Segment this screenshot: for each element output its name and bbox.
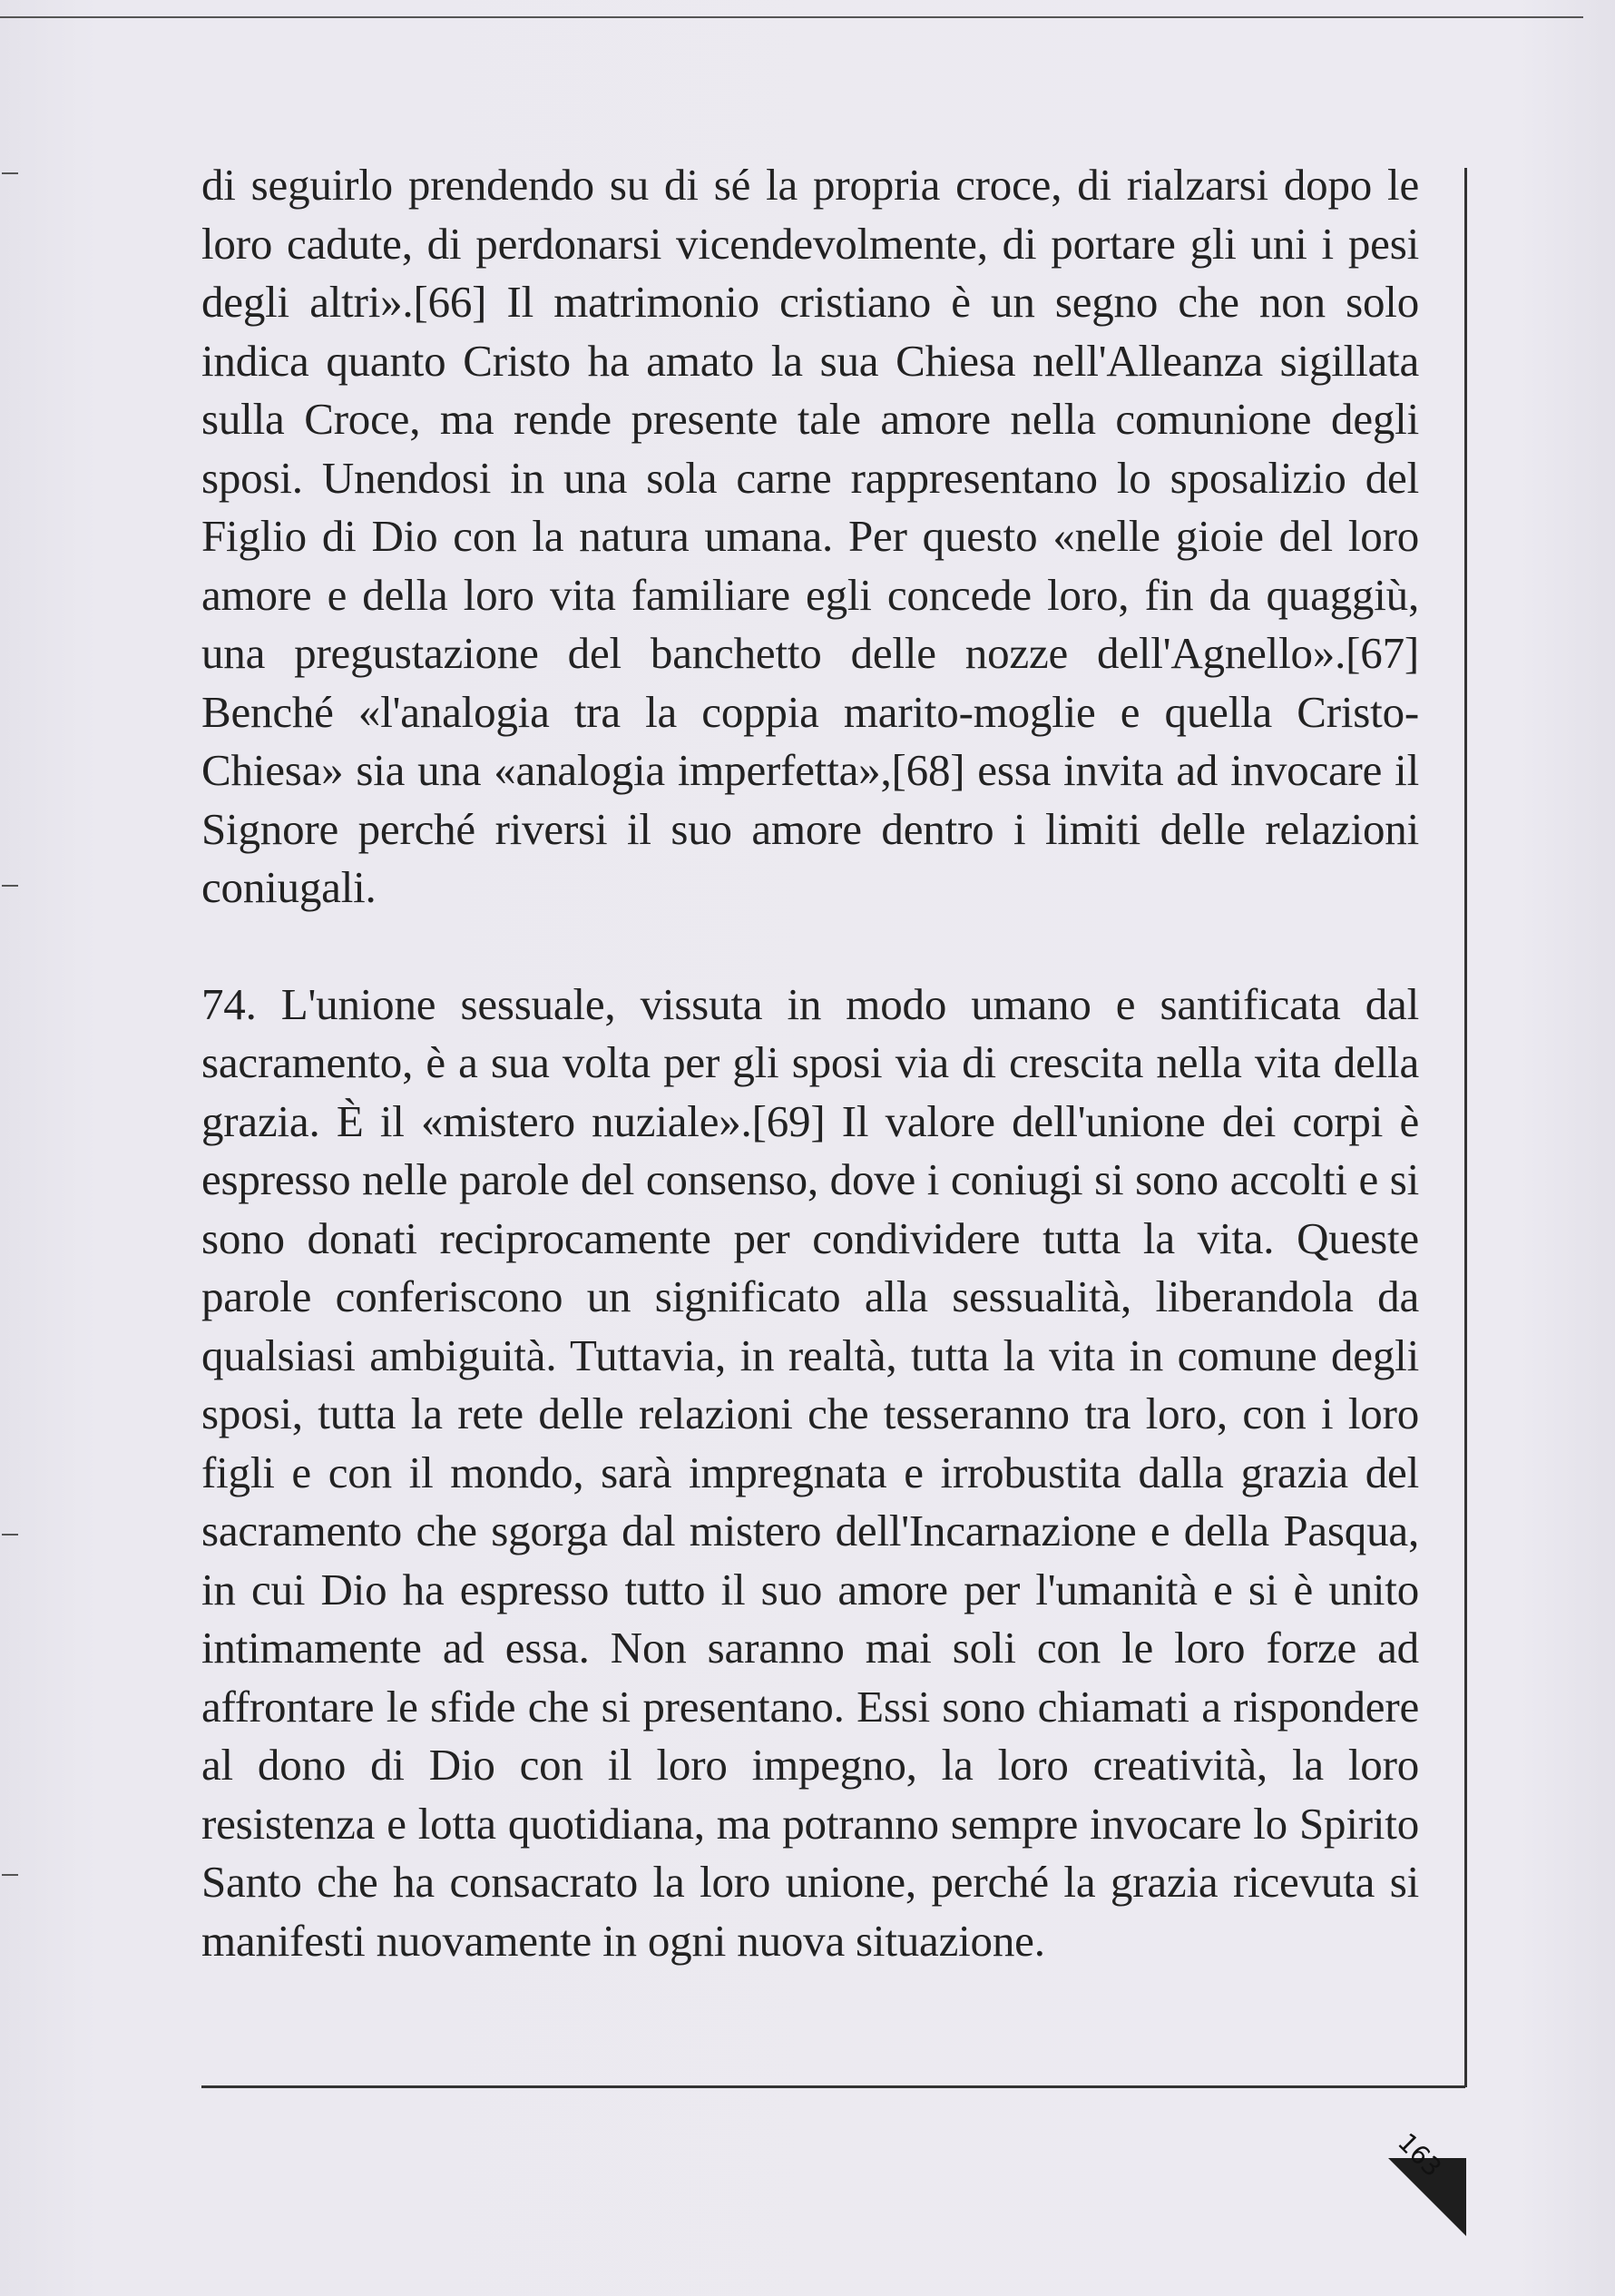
paragraph-74: 74. L'unione sessuale, vissuta in modo umano e santificata dal sacramento, è a sua volta per gli sposi via di crescita nella vita della grazia. È il «mistero nuziale».[69] Il valore dell'unione dei corpi è espresso nelle parole del consenso, dove i coniugi si sono accolti e si sono donati reciprocamente per condividere tutta la vita. Queste parole conferiscono un significato alla sessualità, liberandola da qualsiasi ambiguità. Tuttavia, in realtà, tutta la vita in comune degli sposi, tutta la rete delle relazioni che tesseranno tra loro, con i loro figli e con il mondo, sarà impregnata e irrobustita dalla grazia del sacramento che sgorga dal mistero dell'Incarnazione e della Pasqua, in cui Dio ha espresso tutto il suo amore per l'umanità e si è unito intimamente ad essa. Non saranno mai soli con le loro forze ad affrontare le sfide che si presentano. Essi sono chiamati a rispondere al dono di Dio con il loro impegno, la loro creatività, la loro resistenza e lotta quotidiana, ma potranno sempre invocare lo Spirito Santo che ha consacrato la loro unione, perché la grazia ricevuta si manifesti nuovamente in ogni nuova situazione. [201, 978, 1419, 1966]
top-edge-rule [0, 16, 1583, 18]
right-margin-rule [1464, 168, 1467, 2087]
margin-mark [2, 885, 18, 887]
body-text [201, 156, 1419, 1970]
bottom-rule [201, 2085, 1465, 2088]
paragraph-continuation: di seguirlo prendendo su di sé la propria croce, di rialzarsi dopo le loro cadute, di perdonarsi vicendevolmente, di portare gli uni i pesi degli altri».[66] Il matrimonio cristiano è un segno che non solo indica quanto Cristo ha amato la sua Chiesa nell'Alleanza sigillata sulla Croce, ma rende presente tale amore nella comunione degli sposi. Unendosi in una sola carne rappresentano lo sposalizio del Figlio di Dio con la natura umana. Per questo «nelle gioie del loro amore e della loro vita familiare egli concede loro, fin da quaggiù, una pregustazione del banchetto delle nozze dell'Agnello».[67] Benché «l'analogia tra la coppia marito-moglie e quella Cristo-Chiesa» sia una «analogia imperfetta»,[68] essa invita ad invocare il Signore perché riversi il suo amore dentro i limiti delle relazioni coniugali. [201, 160, 1419, 912]
margin-mark [2, 1874, 18, 1876]
page-number: 163 [1392, 2126, 1448, 2183]
margin-mark [2, 172, 18, 174]
margin-mark [2, 1534, 18, 1536]
